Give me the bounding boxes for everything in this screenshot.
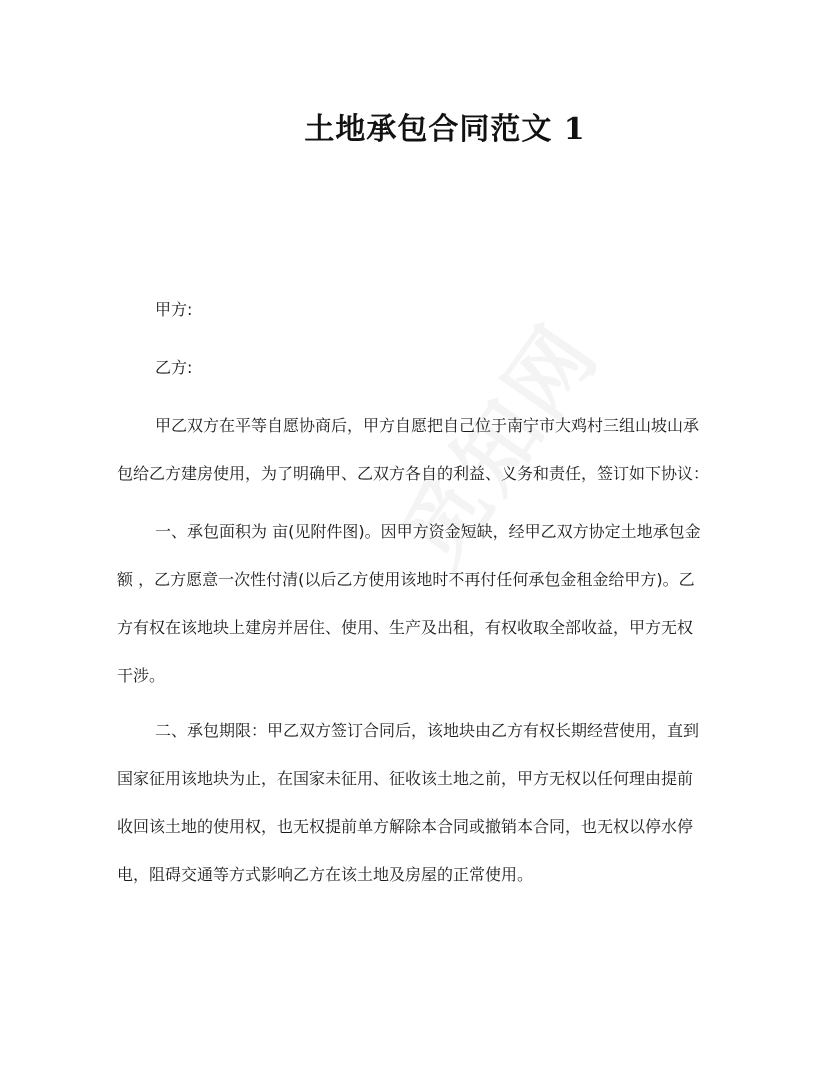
party-a-line bbox=[117, 286, 717, 334]
paragraph-line: 收回该土地的使用权，也无权提前单方解除本合同或撤销本合同，也无权以停水停 bbox=[117, 817, 694, 836]
paragraph-line: 额 ，乙方愿意一次性付清(以后乙方使用该地时不再付任何承包金租金给甲方)。乙 bbox=[117, 570, 695, 589]
paragraph-line: 电，阻碍交通等方式影响乙方在该土地及房屋的正常使用。 bbox=[117, 865, 534, 884]
paragraph-line: 干涉。 bbox=[117, 666, 166, 685]
paragraph-line: 方有权在该地块上建房并居住、使用、生产及出租，有权收取全部收益，甲方无权 bbox=[117, 618, 694, 637]
paragraph-line: 包给乙方建房使用，为了明确甲、乙双方各自的利益、义务和责任，签订如下协议： bbox=[117, 464, 710, 483]
paragraph-clause-2 bbox=[117, 707, 717, 899]
party-b-line bbox=[117, 344, 717, 392]
party-a-label: 甲方: bbox=[155, 300, 193, 319]
paragraph-line: 一、承包面积为 亩(见附件图)。因甲方资金短缺，经甲乙双方协定土地承包金 bbox=[155, 522, 701, 541]
paragraph-clause-1 bbox=[117, 508, 717, 700]
paragraph-line: 国家征用该地块为止，在国家未征用、征收该土地之前，甲方无权以任何理由提前 bbox=[117, 769, 694, 788]
paragraph-line: 甲乙双方在平等自愿协商后，甲方自愿把自己位于南宁市大鸡村三组山坡山承 bbox=[155, 416, 700, 435]
party-b-label: 乙方: bbox=[155, 358, 193, 377]
document-title: 土地承包合同范文 1 bbox=[304, 112, 586, 147]
paragraph-intro bbox=[117, 402, 717, 498]
paragraph-line: 二、承包期限：甲乙双方签订合同后，该地块由乙方有权长期经营使用，直到 bbox=[155, 721, 700, 740]
